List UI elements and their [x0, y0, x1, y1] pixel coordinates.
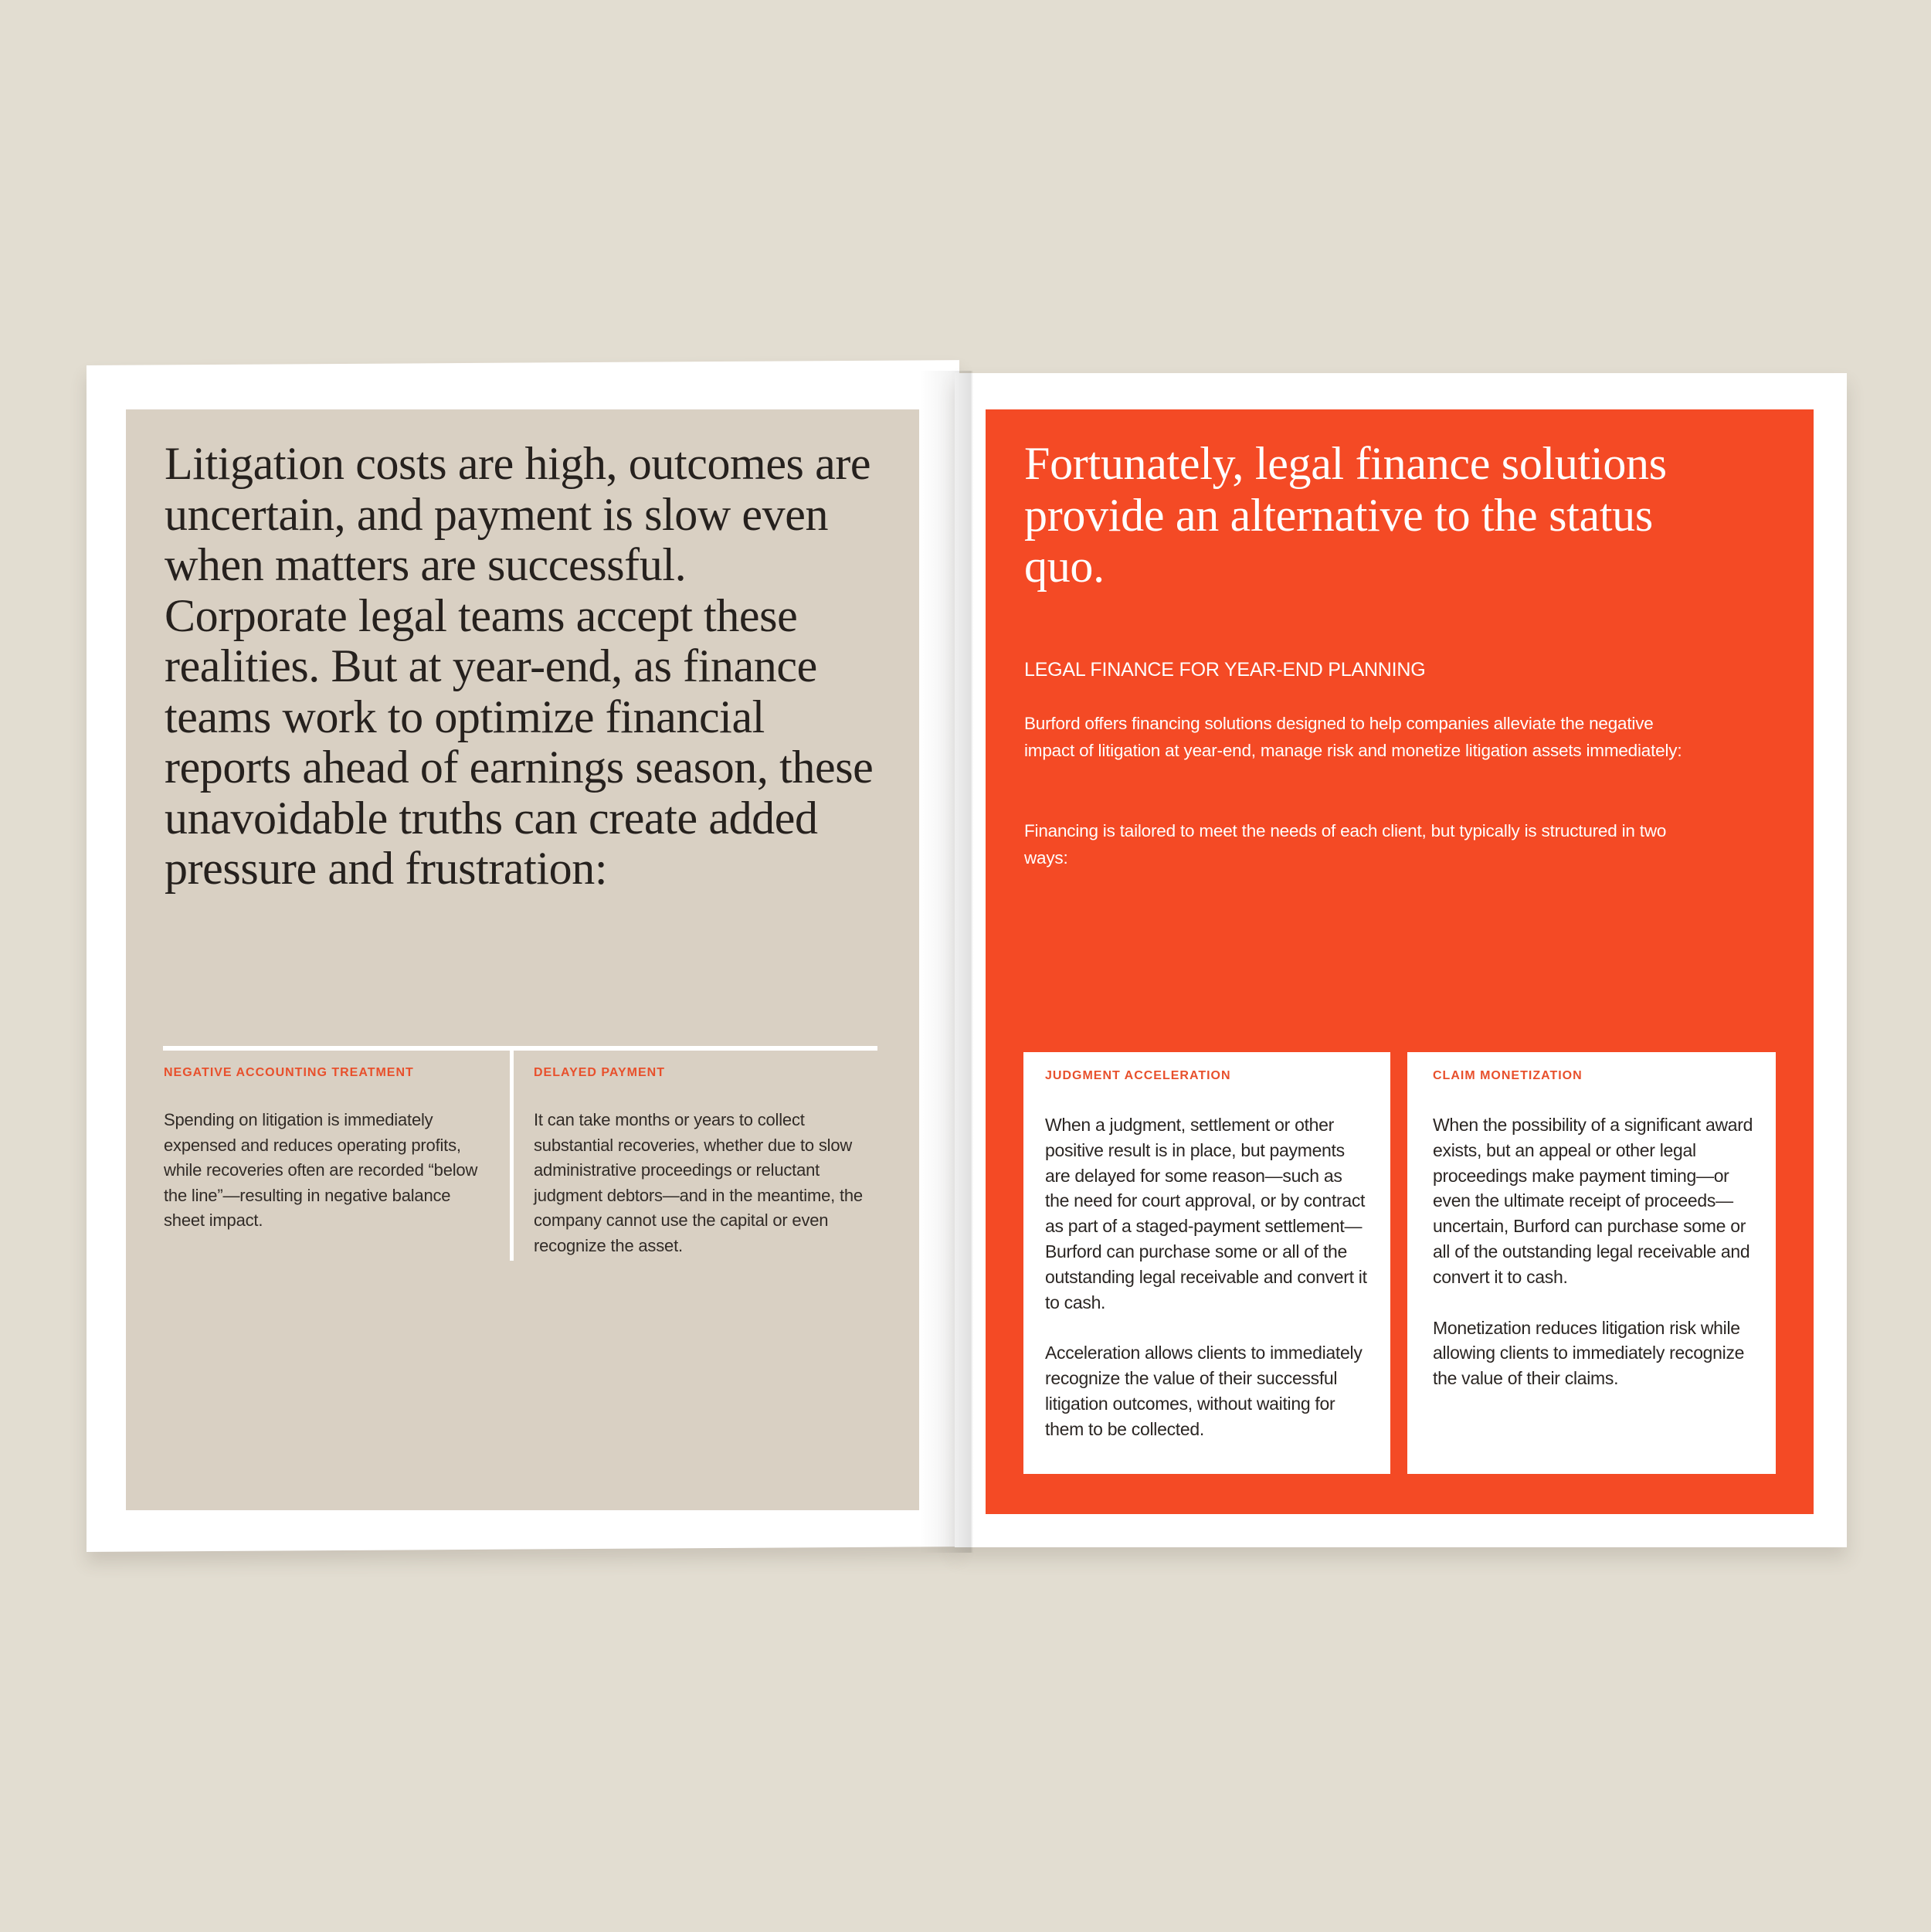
column-body: It can take months or years to collect substantial recoveries, whether due to slow administrative proceedings or reluctant judgment debtors—and in the meantime, the company cannot use the capital or even recognize the asset. [534, 1110, 863, 1255]
column-heading: NEGATIVE ACCOUNTING TREATMENT [164, 1066, 414, 1079]
card-body: When a judgment, settlement or other positive result is in place, but payments are delayed for some reason—such as the need for court approval, or by contract as part of a staged-payment settlement—Burford can purchase some or all of the outstanding legal receivable and convert it to cash. [1045, 1115, 1367, 1312]
vertical-rule [510, 1049, 514, 1261]
section-subhead: LEGAL FINANCE FOR YEAR-END PLANNING [1024, 659, 1426, 681]
column-delayed-payment [534, 1066, 874, 1258]
right-headline: Fortunately, legal finance solutions provide an alternative to the status quo. [1024, 438, 1667, 592]
card-heading: JUDGMENT ACCELERATION [1045, 1069, 1231, 1082]
card-body: When the possibility of a significant award exists, but an appeal or other legal proceedings make payment timing—or even the ultimate receipt of proceeds—uncertain, Burford can purchase some or all of the outstanding legal receivable and convert it to cash. [1433, 1115, 1753, 1287]
structure-paragraph: Financing is tailored to meet the needs of each client, but typically is structured in two ways: [1024, 821, 1667, 868]
card-summary: Acceleration allows clients to immediately recognize the value of their successful litigation outcomes, without waiting for them to be collected. [1045, 1343, 1363, 1439]
left-headline: Litigation costs are high, outcomes are uncertain, and payment is slow even when matters are successful. Corporate legal teams accept these realities. But at year-end, as finance teams work to optimize financial reports ahead of earnings season, these unavoidable truths can create added pressure and frustration: [165, 438, 874, 894]
card-judgment-acceleration [1023, 1052, 1390, 1474]
column-negative-accounting [164, 1066, 496, 1234]
card-heading: CLAIM MONETIZATION [1433, 1069, 1583, 1082]
intro-paragraph: Burford offers financing solutions designed to help companies alleviate the negative impact of litigation at year-end, manage risk and monetize litigation assets immediately: [1024, 714, 1682, 760]
card-claim-monetization [1407, 1052, 1776, 1474]
column-heading: DELAYED PAYMENT [534, 1066, 665, 1079]
column-body: Spending on litigation is immediately expensed and reduces operating profits, while recoveries often are recorded “below the line”—resulting in negative balance sheet impact. [164, 1110, 478, 1230]
horizontal-rule [163, 1046, 877, 1051]
card-summary: Monetization reduces litigation risk while allowing clients to immediately recognize the value of their claims. [1433, 1317, 1745, 1389]
